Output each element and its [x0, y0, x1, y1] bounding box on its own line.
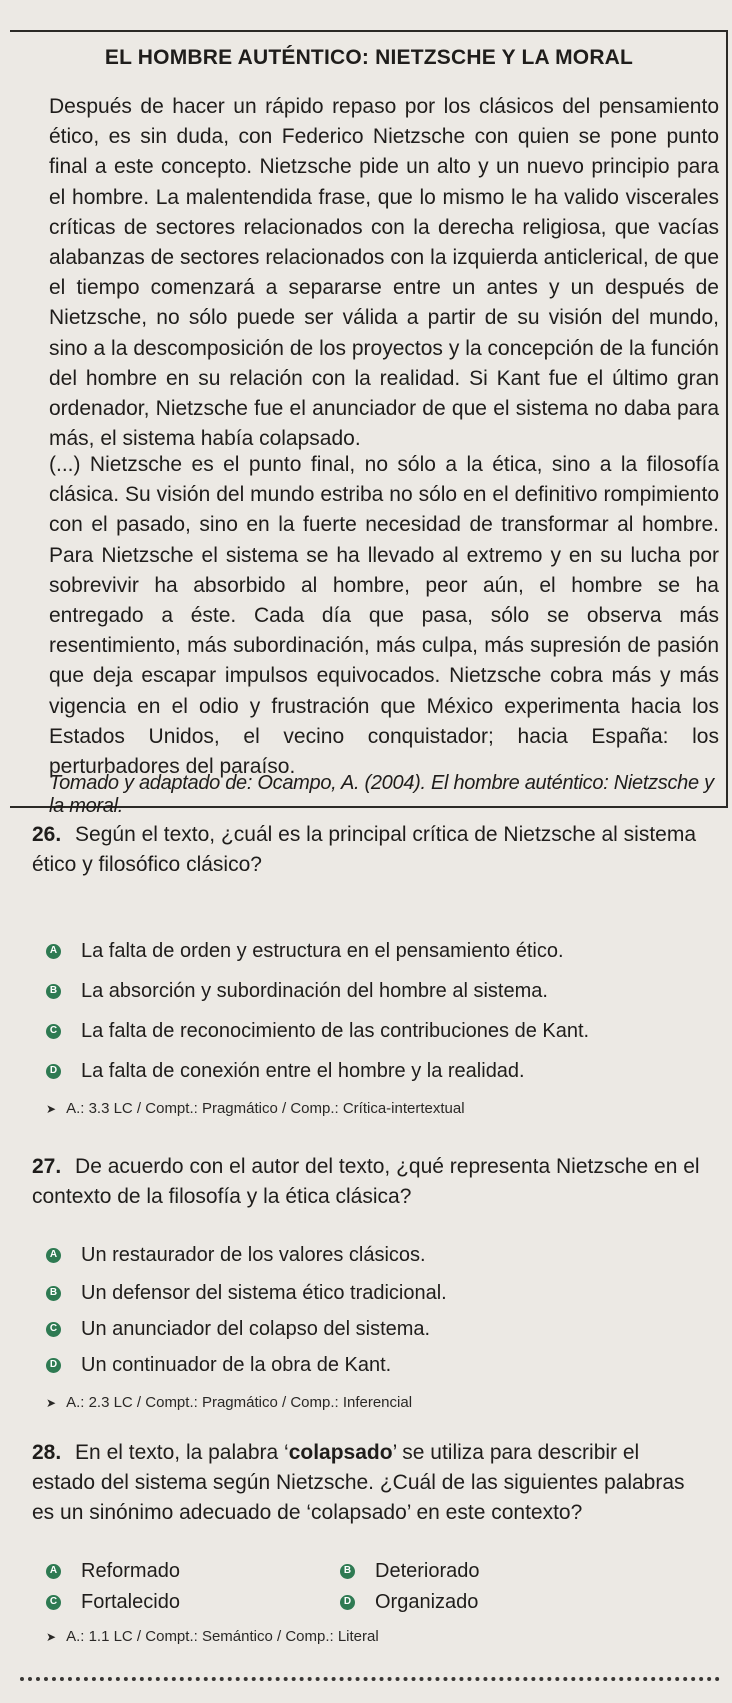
- option-letter-badge: C: [46, 1595, 61, 1610]
- q28-meta: [46, 1628, 379, 1645]
- reading-source: Tomado y adaptado de: Ocampo, A. (2004). El hombre auténtico: Nietzsche y la moral.: [49, 772, 714, 817]
- option-letter-badge: B: [46, 1286, 61, 1301]
- question-keyword: colapsado: [288, 1441, 393, 1464]
- option-letter-badge: A: [46, 1564, 61, 1579]
- q26-option-b[interactable]: [46, 978, 548, 1004]
- question-number: 28.: [32, 1441, 62, 1464]
- question-28: [32, 1438, 708, 1528]
- option-text: Un continuador de la obra de Kant.: [81, 1354, 392, 1376]
- arrow-right-icon: ➤: [46, 1395, 57, 1410]
- arrow-right-icon: ➤: [46, 1629, 57, 1644]
- question-number: 27.: [32, 1155, 62, 1178]
- option-text: La falta de conexión entre el hombre y la realidad.: [81, 1060, 525, 1082]
- option-text: Un restaurador de los valores clásicos.: [81, 1244, 426, 1266]
- option-letter-badge: A: [46, 944, 61, 959]
- option-letter-badge: C: [46, 1322, 61, 1337]
- question-text: Según el texto, ¿cuál es la principal crítica de Nietzsche al sistema ético y filosófico clásico?: [32, 823, 697, 876]
- q28-option-d[interactable]: [340, 1589, 478, 1615]
- reading-paragraph-1: Después de hacer un rápido repaso por los clásicos del pensamiento ético, es sin duda, con Federico Nietzsche con quien se pone punto final a este concepto. Nietzsche pide un alto y un nuevo principio para el hombre. La malentendida frase, que lo mismo le ha valido viscerales críticas de sectores relacionados con la derecha religiosa, que vacías alabanzas de sectores relacionados con la izquierda anticlerical, de que el tiempo comenzará a separarse entre un antes y un después de Nietzsche, no sólo puede ser válida a partir de su visión del mundo, sino a la descomposición de los proyectos y la concepción de la función del hombre en su relación con la realidad. Si Kant fue el último gran ordenador, Nietzsche fue el anunciador de que el sistema no daba para más, el sistema había colapsado.: [49, 95, 719, 451]
- q27-option-b[interactable]: [46, 1280, 447, 1306]
- question-text-end: ’ se utiliza para describir el estado del sistema según Nietzsche. ¿Cuál de las siguientes palabras es un sinónimo adecuado de ‘colapsado’ en este contexto?: [32, 1441, 685, 1524]
- q26-option-c[interactable]: [46, 1018, 589, 1044]
- dotted-divider: [20, 1677, 720, 1681]
- q28-option-c[interactable]: [46, 1589, 180, 1615]
- q27-option-d[interactable]: [46, 1352, 391, 1378]
- reading-paragraph-2: (...) Nietzsche es el punto final, no sólo a la ética, sino a la filosofía clásica. Su visión del mundo estriba no sólo en el definitivo rompimiento con el pasado, sino en la fuerte necesidad de transformar al hombre. Para Nietzsche el sistema se ha llevado al extremo y en su lucha por sobrevivir ha absorbido al hombre, peor aún, el hombre se ha entregado a éste. Cada día que pasa, sólo se observa más resentimiento, más subordinación, más culpa, más supresión de pasión que deja escapar impulsos equivocados. Nietzsche cobra más y más vigencia en el odio y frustración que México experimenta hacia los Estados Unidos, el vecino conquistador; hacia España: los perturbadores del paraíso.: [49, 453, 719, 779]
- arrow-right-icon: ➤: [46, 1101, 57, 1116]
- question-text-start: En el texto, la palabra ‘: [75, 1441, 289, 1464]
- meta-text: A.: 3.3 LC / Compt.: Pragmático / Comp.: Crítica-intertextual: [66, 1100, 465, 1117]
- question-27: [32, 1152, 708, 1212]
- option-text: La absorción y subordinación del hombre al sistema.: [81, 980, 548, 1002]
- q26-meta: [46, 1100, 465, 1117]
- option-text: La falta de orden y estructura en el pensamiento ético.: [81, 940, 564, 962]
- option-letter-badge: B: [340, 1564, 355, 1579]
- q28-option-b[interactable]: [340, 1558, 480, 1584]
- option-letter-badge: D: [340, 1595, 355, 1610]
- meta-text: A.: 1.1 LC / Compt.: Semántico / Comp.: Literal: [66, 1628, 379, 1645]
- option-text: Fortalecido: [81, 1591, 180, 1613]
- q26-option-d[interactable]: [46, 1058, 525, 1084]
- q26-option-a[interactable]: [46, 938, 564, 964]
- option-text: Deteriorado: [375, 1560, 480, 1582]
- question-text: [32, 1441, 685, 1524]
- option-text: La falta de reconocimiento de las contribuciones de Kant.: [81, 1020, 590, 1042]
- meta-text: A.: 2.3 LC / Compt.: Pragmático / Comp.: Inferencial: [66, 1394, 413, 1411]
- q27-meta: [46, 1394, 412, 1411]
- option-text: Organizado: [375, 1591, 479, 1613]
- option-letter-badge: C: [46, 1024, 61, 1039]
- option-letter-badge: D: [46, 1358, 61, 1373]
- q27-option-a[interactable]: [46, 1242, 426, 1268]
- option-text: Un defensor del sistema ético tradicional.: [81, 1282, 447, 1304]
- question-26: [32, 820, 708, 880]
- q27-option-c[interactable]: [46, 1316, 430, 1342]
- question-text: De acuerdo con el autor del texto, ¿qué representa Nietzsche en el contexto de la filosofía y la ética clásica?: [32, 1155, 700, 1208]
- reading-title: EL HOMBRE AUTÉNTICO: NIETZSCHE Y LA MORAL: [104, 46, 634, 69]
- option-letter-badge: A: [46, 1248, 61, 1263]
- option-text: Reformado: [81, 1560, 180, 1582]
- reading-box: [10, 30, 728, 817]
- question-number: 26.: [32, 823, 62, 846]
- option-letter-badge: D: [46, 1064, 61, 1079]
- q28-option-a[interactable]: [46, 1558, 180, 1584]
- option-letter-badge: B: [46, 984, 61, 999]
- option-text: Un anunciador del colapso del sistema.: [81, 1318, 431, 1340]
